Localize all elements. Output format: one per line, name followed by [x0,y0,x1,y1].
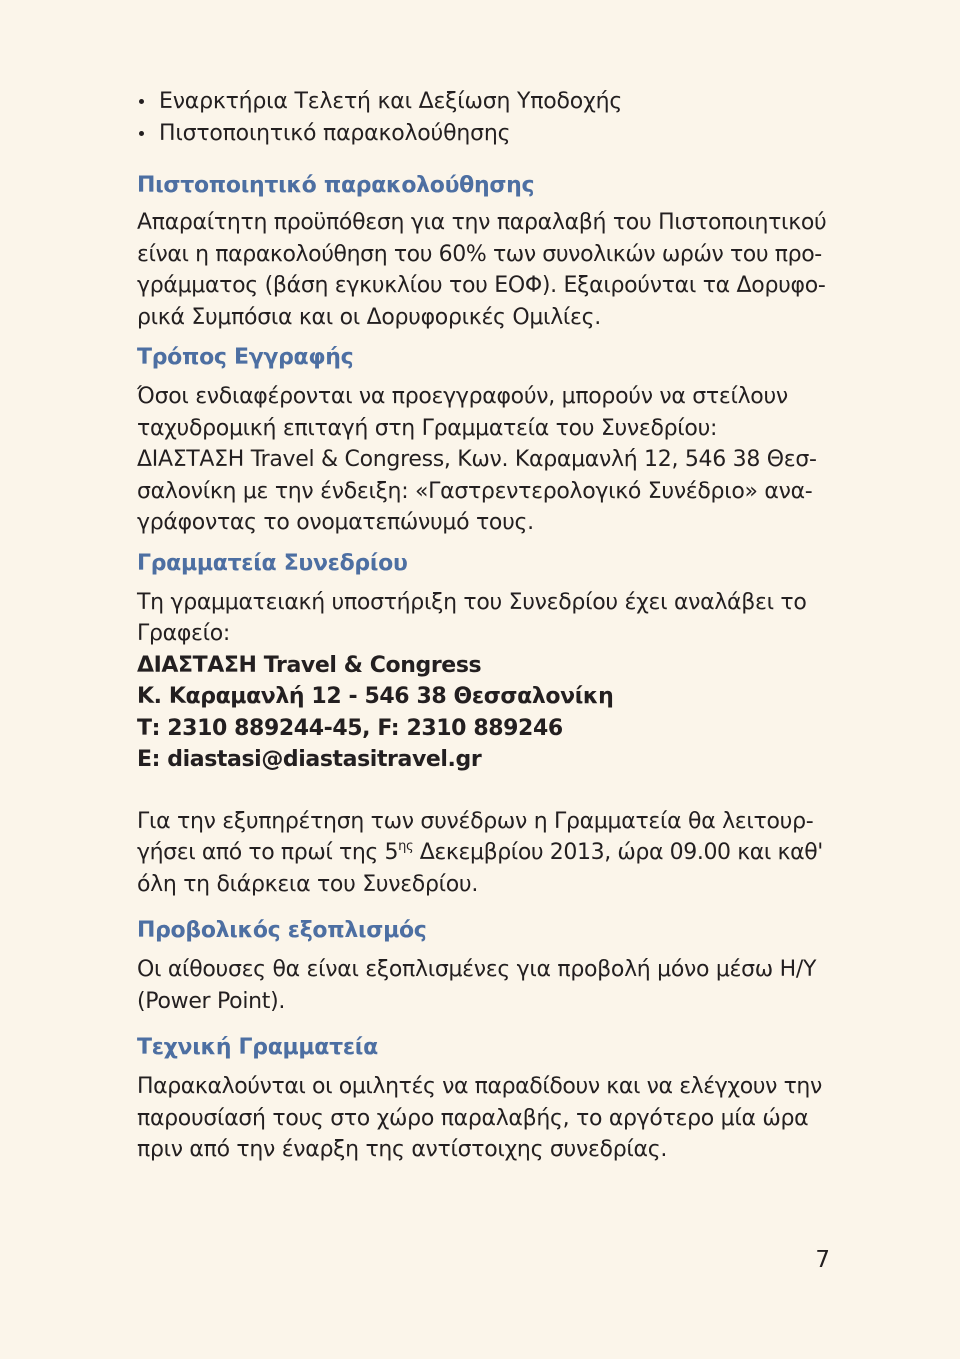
paragraph-line: γράμματος (βάση εγκυκλίου του ΕΟΦ). Εξαιρούνται τα Δορυφο- [137,273,826,298]
paragraph-line: Γραφείο: [137,621,231,646]
certificate-heading: Πιστοποιητικό παρακολούθησης [137,173,535,198]
registration-heading: Τρόπος Εγγραφής [137,345,354,370]
page-number: 7 [815,1247,830,1273]
bullet-dot-icon [139,131,144,136]
secretariat-contact [137,650,827,776]
technical-heading: Τεχνική Γραμματεία [137,1035,378,1060]
paragraph-line: Όσοι ενδιαφέρονται να προεγγραφούν, μπορούν να στείλουν [137,384,788,409]
paragraph-line: παρουσίασή τους στο χώρο παραλαβής, το αργότερο μία ώρα [137,1105,809,1131]
company-address: Κ. Καραμανλή 12 - 546 38 Θεσσαλονίκη [137,684,614,709]
bullet-text: Πιστοποιητικό παρακολούθησης [159,121,511,146]
service-text-after: Δεκεμβρίου 2013, ώρα 09.00 και καθ' [413,840,823,865]
paragraph-line: Παρακαλούνται οι ομιλητές να παραδίδουν και να ελέγχουν την [137,1074,822,1099]
registration-paragraph [137,381,827,539]
paragraph-line: Οι αίθουσες θα είναι εξοπλισμένες για προβολή μόνο μέσω Η/Υ [137,957,817,982]
bullet-item [137,118,827,150]
paragraph-line: Τη γραμματειακή υποστήριξη του Συνεδρίου έχει αναλάβει το [137,589,807,615]
paragraph-line: (Power Point). [137,988,286,1014]
service-text-before: γήσει από το πρωί της 5 [137,840,399,865]
projection-heading: Προβολικός εξοπλισμός [137,918,427,943]
projection-paragraph [137,954,827,1017]
paragraph-line: γράφοντας το ονοματεπώνυμό τους. [137,510,534,535]
paragraph-line: πριν από την έναρξη της αντίστοιχης συνεδρίας. [137,1137,668,1162]
secretariat-heading: Γραμματεία Συνεδρίου [137,550,408,576]
ordinal-suffix: ης [398,839,414,854]
secretariat-paragraph [137,587,827,650]
paragraph-line: ρικά Συμπόσια και οι Δορυφορικές Ομιλίες. [137,304,601,330]
bullet-dot-icon [139,99,144,104]
bullet-text: Εναρκτήρια Τελετή και Δεξίωση Υποδοχής [159,89,623,114]
bullet-item [137,86,827,118]
service-paragraph [137,806,827,901]
bullet-list [137,86,827,150]
paragraph-line: σαλονίκη με την ένδειξη: «Γαστρεντερολογικό Συνέδριο» ανα- [137,478,813,504]
paragraph-line: είναι η παρακολούθηση του 60% των συνολικών ωρών του προ- [137,241,822,267]
company-name: ΔΙΑΣΤΑΣΗ Travel & Congress [137,652,482,678]
paragraph-line: ΔΙΑΣΤΑΣΗ Travel & Congress, Κων. Καραμανλή 12, 546 38 Θεσ- [137,447,817,472]
company-email: E: diastasi@diastasitravel.gr [137,747,482,772]
company-phones: Τ: 2310 889244-45, F: 2310 889246 [137,715,563,741]
paragraph-line: Για την εξυπηρέτηση των συνέδρων η Γραμματεία θα λειτουρ- [137,808,814,834]
paragraph-line: όλη τη διάρκεια του Συνεδρίου. [137,871,479,897]
certificate-paragraph [137,207,827,333]
page-content [137,86,827,1166]
technical-paragraph [137,1071,827,1166]
paragraph-line: ταχυδρομική επιταγή στη Γραμματεία του Συνεδρίου: [137,415,718,441]
paragraph-line: Απαραίτητη προϋπόθεση για την παραλαβή του Πιστοποιητικού [137,210,827,235]
paragraph-line [137,837,827,869]
